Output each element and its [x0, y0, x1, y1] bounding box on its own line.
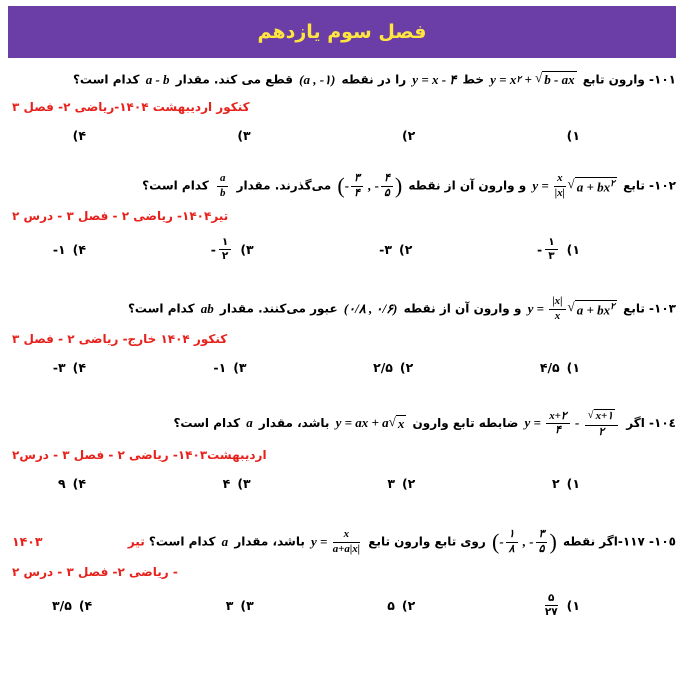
math-text: b [219, 186, 226, 199]
radical-sign: √ [567, 298, 575, 314]
big-parenthesis: ( [337, 172, 345, 198]
fraction-numerator [549, 296, 565, 309]
option-value [223, 476, 231, 491]
question-block [0, 70, 684, 143]
question-text-segment: خط [458, 72, 489, 87]
math-text: ۹ [58, 476, 66, 492]
question-text-segment: کدام است؟ [173, 416, 245, 431]
option-3 [220, 598, 254, 613]
fraction-numerator [333, 529, 360, 542]
radicand [575, 300, 617, 319]
math-text: ۴/۵ [539, 359, 560, 375]
fraction [545, 593, 558, 618]
question-text [0, 529, 684, 555]
source-inline: تیر [127, 534, 145, 549]
options-row [0, 360, 684, 375]
option-number: (۱ [566, 359, 580, 375]
question-text-segment: روی تابع وارون تابع [364, 534, 490, 549]
fraction [549, 296, 565, 322]
math-text: ۴ [354, 186, 360, 199]
radical-sign: √ [587, 408, 594, 421]
fraction-numerator [585, 409, 619, 426]
big-parenthesis: ) [394, 172, 403, 198]
option-3 [217, 476, 251, 491]
question-text-segment: باشد، مقدار [230, 534, 310, 549]
option-2 [373, 360, 413, 375]
option-number: (۳ [237, 476, 251, 492]
question-block [0, 529, 684, 618]
math-text: |x| [552, 295, 563, 308]
math-text: y = [532, 178, 553, 194]
math-text: ۲ [551, 476, 560, 492]
option-number: (۳ [240, 598, 254, 613]
math-text: - [537, 242, 543, 258]
option-number: (۱ [566, 476, 580, 492]
option-number: (۱ [566, 598, 580, 613]
option-number: (۴ [72, 359, 86, 375]
option-number: (۲ [399, 359, 414, 375]
math-text: b - ax [544, 72, 575, 88]
math-text: x+۲ [549, 409, 567, 422]
math-text: + [521, 72, 536, 87]
math-text: ۵ [387, 598, 395, 613]
option-value [53, 242, 66, 257]
options-row [0, 476, 684, 491]
math-text: y = x - ۴ [412, 72, 457, 87]
math-text: x+۱ [595, 409, 614, 422]
question-text-segment: و وارون آن از نقطه [399, 301, 526, 316]
question-source: کنکور اردیبهشت ۱۴۰۴-ریاضی ۲- فصل ۳ [12, 100, 250, 115]
math-text: ۲۷ [544, 606, 558, 618]
math-text: ۵ [538, 542, 545, 555]
math-text: ۳ [387, 476, 395, 492]
fraction [219, 237, 231, 262]
question-source: تیر۱۴۰۴- ریاضی ۲ - فصل ۳ - درس ۲ [12, 209, 229, 224]
fraction-denominator [554, 187, 565, 199]
math-expression [201, 299, 214, 319]
fraction-numerator [381, 173, 393, 186]
math-text: ۴ [222, 476, 231, 492]
math-text: a [219, 172, 226, 185]
math-text: ۵ [383, 186, 390, 199]
math-text: , - [519, 533, 534, 549]
option-1 [543, 593, 580, 618]
math-text: x [397, 415, 405, 431]
math-text: ۳ [225, 598, 234, 613]
fraction-denominator [549, 310, 565, 322]
option-number: (۲ [399, 242, 413, 258]
math-expression [490, 70, 576, 90]
math-text: ۱ [221, 236, 229, 249]
option-value [53, 360, 66, 375]
option-number: (۴ [72, 128, 86, 144]
math-text: ۳ [354, 172, 360, 185]
option-value [226, 598, 234, 613]
chapter-title: فصل سوم یازدهم [257, 21, 427, 43]
fraction [546, 411, 570, 437]
fraction-numerator [219, 237, 231, 250]
math-text: x [557, 172, 563, 185]
radical-sign: √ [535, 70, 543, 86]
option-number: (۳ [233, 359, 247, 375]
question-text-segment: ۱۰٥- ۱۱۷-اگر نقطه [558, 534, 676, 549]
fraction [381, 173, 393, 199]
questions [0, 70, 684, 618]
question-text-segment: را در نقطه [337, 72, 411, 87]
question-text [0, 173, 684, 199]
math-text: ۳/۵ [52, 598, 72, 613]
question-text-segment: کدام است؟ [127, 301, 199, 316]
option-4 [52, 242, 86, 257]
fraction-numerator [546, 411, 570, 424]
fraction-numerator [536, 529, 548, 542]
radicand [396, 415, 407, 432]
fraction [585, 409, 619, 438]
math-expression [246, 413, 253, 433]
math-text: - [499, 533, 504, 549]
question-text-segment: ضابطه تابع وارون [408, 416, 523, 431]
math-expression [492, 529, 557, 555]
options-row [0, 128, 684, 143]
question-text-segment: و وارون آن از نقطه [404, 178, 531, 193]
math-text: a - b [145, 72, 170, 87]
fraction-numerator [554, 173, 565, 186]
math-expression [525, 409, 621, 438]
question-text-segment: کدام است؟ [72, 72, 144, 87]
question-text [0, 296, 684, 322]
math-text: (۰/۸ , ۰/۶) [343, 300, 398, 316]
fraction-denominator [545, 606, 558, 618]
math-text: ۲/۵ [373, 359, 393, 375]
math-text: ۲ [221, 250, 229, 263]
math-text: a+a|x| [332, 542, 361, 555]
sqrt-radical [389, 415, 407, 432]
math-text: ۱ [508, 528, 515, 541]
source-year: ۱۴۰۳ [12, 534, 43, 550]
option-number: (۴ [72, 242, 86, 258]
math-expression [299, 70, 335, 90]
option-number: (۴ [78, 598, 93, 613]
math-text: ۴ [383, 172, 390, 185]
fraction-numerator [545, 237, 557, 250]
fraction [333, 529, 360, 555]
math-text: y = [311, 533, 331, 549]
option-value [213, 360, 226, 375]
math-text: - [344, 178, 350, 194]
math-expression [215, 173, 230, 199]
radicand [542, 71, 576, 88]
math-text: -۳ [52, 359, 66, 375]
math-text: , - [364, 178, 379, 194]
math-expression [532, 173, 617, 199]
math-text: ۱ [548, 236, 555, 249]
math-superscript: ۲ [516, 74, 522, 85]
fraction-denominator [351, 187, 363, 199]
math-superscript: ۲ [610, 177, 615, 188]
option-value [540, 360, 560, 375]
radical-sign: √ [388, 413, 396, 429]
question-text-segment: ۱۰٤- اگر [622, 416, 676, 431]
math-expression [337, 173, 402, 199]
big-parenthesis: ) [549, 528, 557, 554]
math-text: - [210, 242, 216, 258]
math-text: y = [524, 415, 545, 431]
question-text-segment: عبور می‌کنند. مقدار [215, 301, 342, 316]
fraction-numerator [545, 593, 558, 606]
radicand [594, 409, 616, 424]
math-expression [528, 296, 617, 322]
option-1 [546, 476, 580, 491]
math-text: a [246, 415, 253, 431]
math-text: ۴ [555, 424, 561, 437]
question-text-segment: قطع می کند. مقدار [171, 72, 298, 87]
fraction-denominator [546, 424, 570, 436]
math-text: x [554, 309, 561, 322]
math-expression [344, 299, 398, 319]
radical-sign: √ [567, 175, 575, 191]
question-text-segment: کدام است؟ [144, 534, 220, 549]
question-text-segment: می‌گذرند. مقدار [232, 178, 336, 193]
math-text: -۱ [52, 242, 66, 258]
math-text: ۲ [598, 425, 605, 438]
fraction [351, 173, 363, 199]
fraction [536, 529, 548, 555]
math-text: -۱ [213, 359, 227, 375]
math-text: a [221, 533, 229, 549]
option-number: (۴ [72, 476, 86, 492]
math-expression [311, 529, 362, 555]
option-number: (۲ [401, 476, 416, 492]
chapter-banner [8, 6, 676, 58]
question-text-segment: ۱۰۳- تابع [618, 301, 676, 316]
option-number: (۳ [240, 242, 254, 258]
math-text: y = x [490, 72, 517, 87]
math-text: ۸ [508, 542, 515, 555]
option-3 [217, 128, 251, 143]
fraction [506, 529, 518, 555]
math-text: x [343, 528, 350, 541]
question-text-segment: کدام است؟ [142, 178, 213, 193]
fraction [554, 173, 565, 199]
math-expression [222, 532, 229, 552]
option-value [373, 360, 393, 375]
sqrt-radical [568, 177, 617, 196]
option-3 [211, 237, 254, 262]
option-4 [52, 360, 86, 375]
option-number: (۳ [237, 128, 251, 144]
option-2 [381, 476, 415, 491]
question-block [0, 409, 684, 491]
question-source: اردیبهشت۱۴۰۳- ریاضی ۲ - فصل ۳ - درس۲ [12, 448, 267, 463]
sqrt-radical [535, 71, 576, 88]
option-2 [381, 598, 415, 613]
option-value [552, 476, 560, 491]
math-superscript: ۲ [610, 300, 615, 311]
option-1 [546, 128, 580, 143]
option-3 [213, 360, 247, 375]
radicand [575, 177, 617, 196]
math-text: y = ax + a [335, 415, 389, 431]
fraction-denominator [381, 187, 393, 199]
question-source: کنکور ۱۴۰۴ خارج- ریاضی ۲ - فصل ۳ [12, 331, 228, 346]
math-expression [336, 413, 407, 433]
option-2 [381, 128, 415, 143]
question-text-segment: باشد، مقدار [254, 416, 334, 431]
fraction-numerator [351, 173, 363, 186]
math-text: -۳ [379, 242, 392, 258]
options-row [0, 237, 684, 262]
fraction-denominator [217, 187, 228, 199]
math-text: (a , -۱) [299, 72, 336, 87]
question-block [0, 173, 684, 262]
sqrt-radical [588, 409, 616, 424]
options-row [0, 593, 684, 618]
option-4 [52, 476, 86, 491]
option-value [52, 598, 72, 613]
math-text: ۵ [548, 591, 555, 604]
question-source: - ریاضی ۲- فصل ۳ - درس ۲ [12, 564, 178, 579]
fraction [545, 237, 557, 262]
fraction-denominator [585, 426, 619, 438]
math-expression [412, 70, 456, 90]
option-4 [52, 128, 86, 143]
math-text: ۳ [548, 250, 555, 263]
option-value [387, 598, 395, 613]
fraction-denominator [545, 250, 557, 262]
option-number: (۲ [401, 598, 416, 613]
option-4 [52, 598, 92, 613]
fraction-denominator [219, 250, 231, 262]
fraction-denominator [536, 543, 548, 555]
math-text: ۳ [538, 528, 545, 541]
math-text: y = [527, 300, 548, 316]
option-value [211, 237, 234, 262]
option-value [387, 476, 395, 491]
math-expression [146, 70, 170, 90]
option-value [543, 593, 560, 618]
option-value [537, 237, 560, 262]
question-text [0, 70, 684, 90]
option-value [58, 476, 66, 491]
sqrt-radical [568, 300, 617, 319]
math-text: ab [200, 300, 214, 316]
option-2 [378, 242, 412, 257]
fraction-numerator [506, 529, 518, 542]
option-value [379, 242, 392, 257]
fraction-denominator [333, 543, 360, 555]
option-1 [540, 360, 580, 375]
question-text [0, 409, 684, 438]
math-text: a + bx [576, 179, 611, 195]
math-text: a + bx [576, 302, 611, 318]
math-text: |x| [554, 186, 565, 199]
question-block [0, 296, 684, 375]
question-text-segment: ۱۰۱- وارون تابع [578, 72, 676, 87]
fraction-denominator [506, 543, 518, 555]
big-parenthesis: ( [491, 528, 500, 554]
option-number: (۱ [566, 242, 580, 258]
question-text-segment: ۱۰۲- تابع [618, 178, 676, 193]
fraction [217, 173, 228, 199]
option-number: (۲ [401, 128, 416, 144]
option-1 [537, 237, 580, 262]
math-text: - [571, 415, 583, 431]
fraction-numerator [217, 173, 228, 186]
option-number: (۱ [566, 128, 580, 144]
